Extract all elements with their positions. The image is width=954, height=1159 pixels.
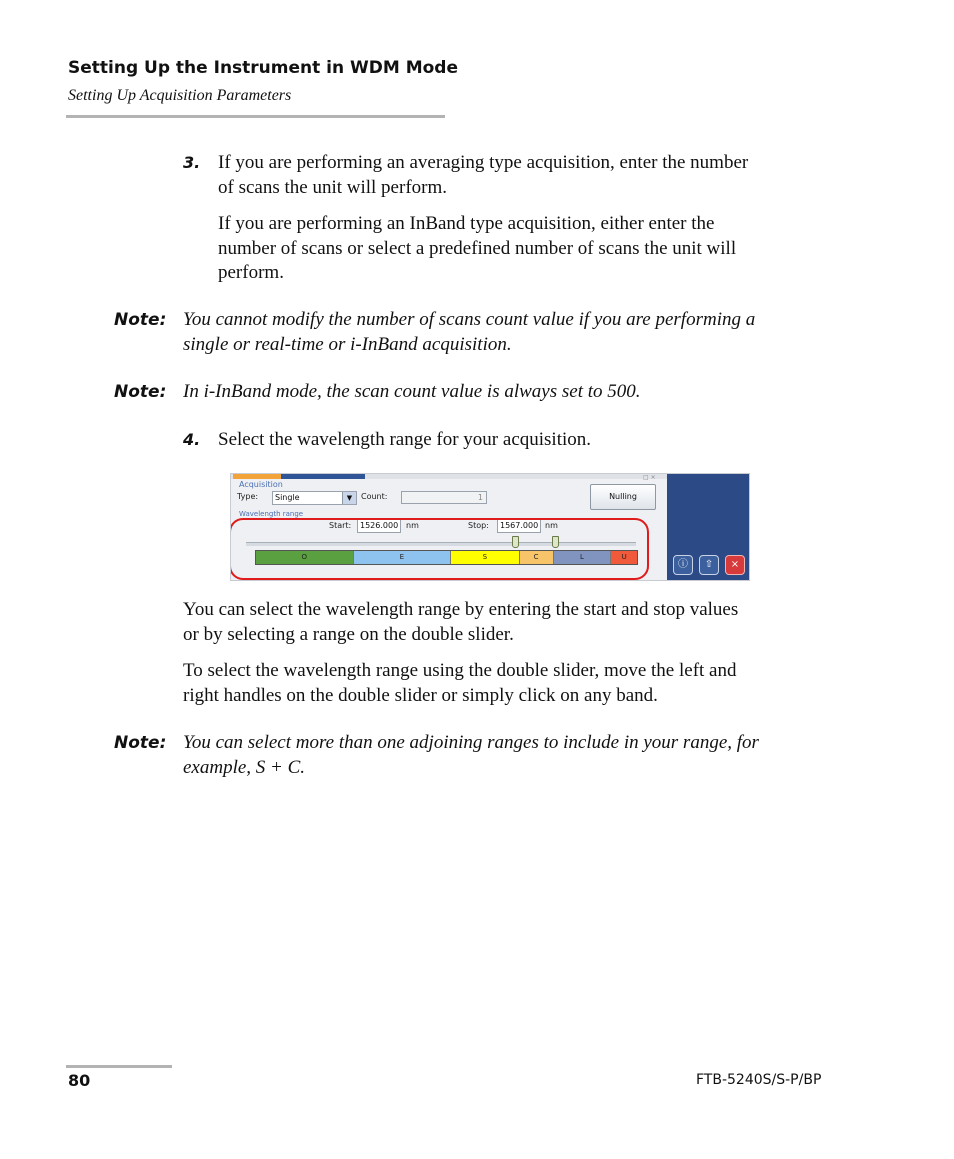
step-3-paragraph-1	[218, 151, 748, 200]
header-rule	[66, 115, 445, 118]
type-label: Type:	[237, 492, 259, 501]
band-c[interactable]: C	[520, 551, 554, 564]
type-value: Single	[275, 493, 300, 502]
up-arrow-icon[interactable]: ⇧	[699, 555, 719, 575]
text-line: If you are performing an averaging type acquisition, enter the number	[218, 152, 749, 173]
text-line: number of scans or select a predefined number of scans the unit will	[218, 237, 737, 259]
band-s[interactable]: S	[451, 551, 520, 564]
band-l[interactable]: L	[554, 551, 612, 564]
wavelength-group-label: Wavelength range	[239, 510, 304, 518]
text-line: You can select the wavelength range by entering the start and stop values	[183, 599, 739, 620]
step-4-number: 4.	[183, 430, 201, 449]
footer-rule	[66, 1065, 172, 1068]
acquisition-group-label: Acquisition	[239, 480, 283, 489]
document-code: FTB-5240S/S-P/BP	[696, 1072, 822, 1088]
start-unit: nm	[406, 521, 419, 530]
band-e[interactable]: E	[354, 551, 452, 564]
count-input[interactable]: 1	[401, 491, 487, 504]
paragraph-range-entry	[183, 598, 738, 647]
text-line: perform.	[218, 262, 284, 283]
text-line: You can select more than one adjoining ranges to include in your range, for	[183, 732, 759, 753]
band-u[interactable]: U	[611, 551, 637, 564]
text-line: If you are performing an InBand type acquisition, either enter the	[218, 213, 715, 234]
info-icon[interactable]: ⓘ	[673, 555, 693, 575]
page-number: 80	[68, 1071, 91, 1090]
section-subtitle: Setting Up Acquisition Parameters	[68, 87, 292, 104]
stop-input[interactable]: 1567.000	[497, 519, 541, 533]
step-4-text: Select the wavelength range for your acquisition.	[218, 429, 592, 450]
section-title: Setting Up the Instrument in WDM Mode	[68, 58, 459, 78]
paragraph-double-slider	[183, 659, 737, 708]
step-3-number: 3.	[183, 153, 201, 172]
close-icon[interactable]: ×	[650, 474, 656, 481]
tab[interactable]	[281, 474, 365, 479]
note-3-label: Note:	[114, 733, 167, 753]
window-buttons[interactable]	[643, 474, 667, 479]
text-line: of scans the unit will perform.	[218, 176, 448, 198]
chevron-down-icon[interactable]: ▼	[342, 492, 356, 504]
note-1-label: Note:	[114, 310, 167, 330]
wavelength-range-screenshot	[230, 473, 750, 581]
start-label: Start:	[329, 521, 352, 530]
type-select[interactable]	[272, 491, 357, 505]
text-line: or by selecting a range on the double slider.	[183, 623, 514, 645]
stop-unit: nm	[545, 521, 558, 530]
text-line: single or real-time or i-InBand acquisition.	[183, 333, 512, 355]
note-1-text	[183, 308, 755, 357]
tab-active[interactable]	[233, 474, 281, 479]
text-line: You cannot modify the number of scans count value if you are performing a	[183, 309, 756, 330]
stop-label: Stop:	[468, 521, 489, 530]
highlight-ring	[230, 518, 649, 580]
step-3-paragraph-2	[218, 212, 736, 286]
band-o[interactable]: O	[256, 551, 354, 564]
count-label: Count:	[361, 492, 388, 501]
note-2-label: Note:	[114, 382, 167, 402]
note-3-text	[183, 731, 759, 780]
nulling-button[interactable]: Nulling	[590, 484, 656, 510]
note-2-text: In i-InBand mode, the scan count value is always set to 500.	[183, 381, 641, 402]
start-input[interactable]: 1526.000	[357, 519, 401, 533]
close-icon[interactable]: ×	[725, 555, 745, 575]
text-line: right handles on the double slider or simply click on any band.	[183, 684, 658, 706]
minimize-icon[interactable]: □	[643, 474, 649, 481]
text-line: To select the wavelength range using the double slider, move the left and	[183, 660, 737, 681]
text-line: example, S + C.	[183, 756, 306, 778]
